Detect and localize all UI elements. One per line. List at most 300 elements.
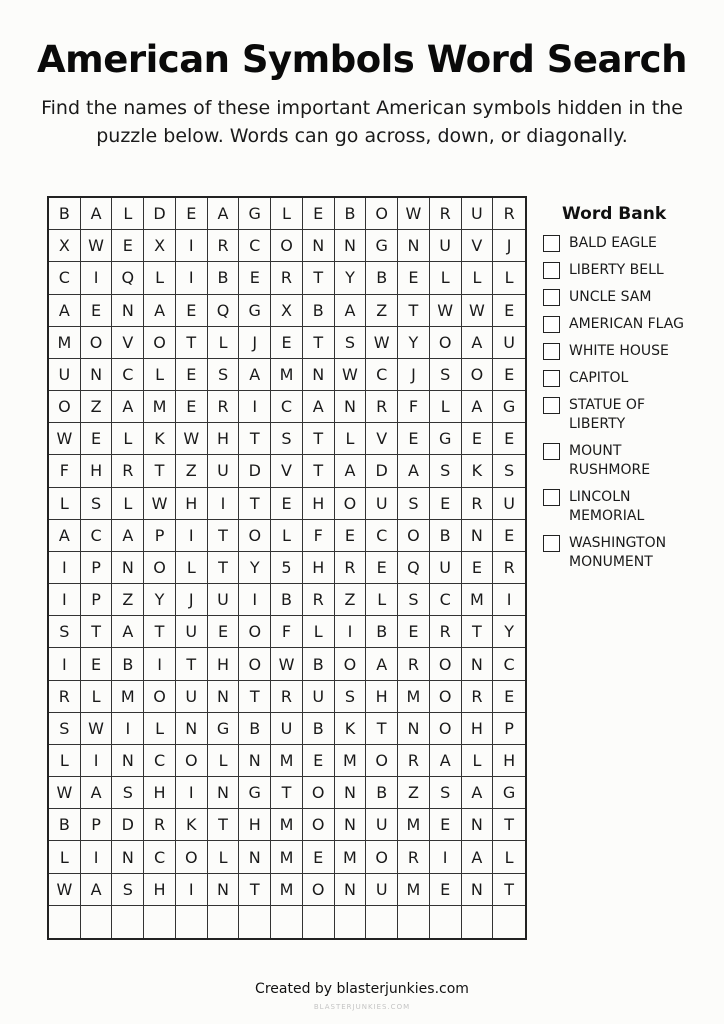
grid-cell: S bbox=[271, 423, 303, 455]
word-bank-item-uncle-sam bbox=[543, 288, 718, 307]
grid-cell: G bbox=[239, 198, 271, 230]
checkbox-american-flag[interactable] bbox=[543, 316, 560, 333]
grid-cell: A bbox=[462, 327, 494, 359]
grid-cell: O bbox=[176, 745, 208, 777]
checkbox-bald-eagle[interactable] bbox=[543, 235, 560, 252]
grid-cell: B bbox=[303, 295, 335, 327]
checkbox-capitol[interactable] bbox=[543, 370, 560, 387]
grid-cell: M bbox=[49, 327, 81, 359]
grid-cell: N bbox=[176, 713, 208, 745]
grid-cell: T bbox=[208, 809, 240, 841]
grid-cell: N bbox=[208, 681, 240, 713]
grid-cell: F bbox=[303, 520, 335, 552]
grid-cell: I bbox=[81, 745, 113, 777]
grid-cell: M bbox=[271, 745, 303, 777]
grid-cell: I bbox=[430, 841, 462, 873]
grid-cell: O bbox=[335, 648, 367, 680]
grid-cell: I bbox=[176, 230, 208, 262]
grid-cell: I bbox=[208, 488, 240, 520]
grid-cell: W bbox=[398, 198, 430, 230]
checkbox-statue-of-liberty[interactable] bbox=[543, 397, 560, 414]
instructions: Find the names of these important American symbols hidden in the puzzle below. Words can go across, down, or diagonally. bbox=[41, 97, 683, 147]
grid-cell: L bbox=[271, 198, 303, 230]
grid-cell: A bbox=[112, 616, 144, 648]
grid-cell: T bbox=[208, 520, 240, 552]
grid-cell: E bbox=[493, 520, 525, 552]
grid-cell: L bbox=[493, 841, 525, 873]
grid-cell: K bbox=[144, 423, 176, 455]
grid-cell: E bbox=[493, 423, 525, 455]
grid-cell: P bbox=[144, 520, 176, 552]
grid-cell: G bbox=[366, 230, 398, 262]
grid-cell: N bbox=[239, 745, 271, 777]
grid-cell: E bbox=[398, 616, 430, 648]
grid-cell: N bbox=[462, 809, 494, 841]
grid-cell: F bbox=[49, 455, 81, 487]
grid-cell: U bbox=[493, 488, 525, 520]
grid-cell: R bbox=[335, 552, 367, 584]
grid-cell: H bbox=[176, 488, 208, 520]
checkbox-lincoln-memorial[interactable] bbox=[543, 489, 560, 506]
grid-cell: E bbox=[176, 198, 208, 230]
grid-cell: R bbox=[144, 809, 176, 841]
grid-cell: L bbox=[49, 488, 81, 520]
word-bank-item-liberty-bell bbox=[543, 261, 718, 280]
page-title: American Symbols Word Search bbox=[37, 38, 687, 81]
grid-cell bbox=[430, 906, 462, 938]
grid-cell: L bbox=[462, 745, 494, 777]
grid-cell: I bbox=[239, 584, 271, 616]
grid-cell: R bbox=[430, 616, 462, 648]
grid-cell: A bbox=[81, 198, 113, 230]
grid-cell: I bbox=[49, 584, 81, 616]
grid-cell: M bbox=[271, 874, 303, 906]
grid-cell: H bbox=[239, 809, 271, 841]
grid-cell: W bbox=[49, 874, 81, 906]
grid-cell: O bbox=[239, 520, 271, 552]
grid-cell bbox=[144, 906, 176, 938]
grid-cell: B bbox=[239, 713, 271, 745]
grid-cell: J bbox=[493, 230, 525, 262]
word-bank-item-statue-of-liberty bbox=[543, 396, 718, 434]
grid-cell: L bbox=[112, 198, 144, 230]
grid-cell: P bbox=[493, 713, 525, 745]
grid-cell: R bbox=[398, 648, 430, 680]
grid-cell: L bbox=[430, 262, 462, 294]
grid-cell: L bbox=[208, 841, 240, 873]
grid-cell: I bbox=[335, 616, 367, 648]
grid-cell: L bbox=[208, 327, 240, 359]
grid-cell: E bbox=[81, 423, 113, 455]
grid-cell: P bbox=[81, 809, 113, 841]
grid-cell: G bbox=[493, 777, 525, 809]
checkbox-mount-rushmore[interactable] bbox=[543, 443, 560, 460]
grid-cell: N bbox=[398, 713, 430, 745]
grid-cell: E bbox=[493, 359, 525, 391]
grid-cell: R bbox=[112, 455, 144, 487]
grid-cell: N bbox=[208, 874, 240, 906]
grid-cell: M bbox=[462, 584, 494, 616]
grid-cell: O bbox=[430, 327, 462, 359]
grid-cell: A bbox=[398, 455, 430, 487]
grid-cell: A bbox=[208, 198, 240, 230]
grid-cell: R bbox=[462, 488, 494, 520]
grid-cell: A bbox=[81, 874, 113, 906]
word-bank-label: WHITE HOUSE bbox=[569, 343, 669, 359]
checkbox-washington-monument[interactable] bbox=[543, 535, 560, 552]
grid-cell: R bbox=[493, 198, 525, 230]
grid-cell: R bbox=[493, 552, 525, 584]
grid-cell: G bbox=[430, 423, 462, 455]
grid-cell bbox=[112, 906, 144, 938]
grid-cell: Y bbox=[239, 552, 271, 584]
grid-cell: U bbox=[208, 455, 240, 487]
grid-cell: W bbox=[81, 230, 113, 262]
grid-cell: O bbox=[49, 391, 81, 423]
grid-cell: R bbox=[208, 230, 240, 262]
grid-cell: B bbox=[366, 616, 398, 648]
grid-cell bbox=[176, 906, 208, 938]
grid-cell: H bbox=[303, 488, 335, 520]
grid-cell: I bbox=[176, 777, 208, 809]
grid-cell: O bbox=[239, 648, 271, 680]
grid-cell: U bbox=[430, 230, 462, 262]
grid-cell: J bbox=[176, 584, 208, 616]
grid-cell: L bbox=[49, 841, 81, 873]
grid-cell: N bbox=[335, 391, 367, 423]
grid-cell: C bbox=[49, 262, 81, 294]
checkbox-liberty-bell[interactable] bbox=[543, 262, 560, 279]
grid-cell: U bbox=[366, 874, 398, 906]
grid-cell: M bbox=[271, 809, 303, 841]
grid-cell: U bbox=[493, 327, 525, 359]
grid-cell: D bbox=[112, 809, 144, 841]
grid-cell: W bbox=[176, 423, 208, 455]
grid-cell: F bbox=[271, 616, 303, 648]
grid-cell: S bbox=[335, 681, 367, 713]
grid-cell: J bbox=[239, 327, 271, 359]
grid-cell: C bbox=[112, 359, 144, 391]
grid-cell: U bbox=[303, 681, 335, 713]
grid-cell: T bbox=[81, 616, 113, 648]
grid-cell: N bbox=[112, 745, 144, 777]
word-bank-item-capitol bbox=[543, 369, 718, 388]
grid-cell: A bbox=[366, 648, 398, 680]
grid-cell: T bbox=[176, 327, 208, 359]
grid-cell: M bbox=[144, 391, 176, 423]
word-bank-item-american-flag bbox=[543, 315, 718, 334]
grid-cell: O bbox=[144, 681, 176, 713]
grid-cell: E bbox=[335, 520, 367, 552]
grid-cell: G bbox=[208, 713, 240, 745]
grid-cell: E bbox=[208, 616, 240, 648]
grid-cell: D bbox=[144, 198, 176, 230]
grid-cell: L bbox=[144, 359, 176, 391]
grid-cell: E bbox=[366, 552, 398, 584]
grid-cell: L bbox=[271, 520, 303, 552]
grid-cell: X bbox=[271, 295, 303, 327]
grid-cell bbox=[208, 906, 240, 938]
grid-cell: G bbox=[493, 391, 525, 423]
grid-cell: H bbox=[144, 874, 176, 906]
word-bank-item-lincoln-memorial bbox=[543, 488, 718, 526]
word-bank-title: Word Bank bbox=[562, 204, 667, 224]
checkbox-white-house[interactable] bbox=[543, 343, 560, 360]
grid-cell: Q bbox=[112, 262, 144, 294]
grid-cell: A bbox=[49, 520, 81, 552]
grid-cell: O bbox=[176, 841, 208, 873]
grid-cell: T bbox=[493, 809, 525, 841]
grid-cell bbox=[398, 906, 430, 938]
grid-cell: H bbox=[303, 552, 335, 584]
grid-cell bbox=[239, 906, 271, 938]
grid-cell: B bbox=[112, 648, 144, 680]
grid-cell: T bbox=[144, 616, 176, 648]
grid-cell: Q bbox=[208, 295, 240, 327]
grid-cell: S bbox=[112, 777, 144, 809]
grid-cell: L bbox=[303, 616, 335, 648]
word-bank-label: AMERICAN FLAG bbox=[569, 316, 684, 332]
grid-cell bbox=[493, 906, 525, 938]
grid-cell: E bbox=[303, 198, 335, 230]
grid-cell: O bbox=[144, 552, 176, 584]
grid-cell: A bbox=[462, 841, 494, 873]
checkbox-uncle-sam[interactable] bbox=[543, 289, 560, 306]
grid-cell: R bbox=[271, 262, 303, 294]
grid-cell: C bbox=[144, 841, 176, 873]
grid-cell bbox=[366, 906, 398, 938]
word-bank-label: CAPITOL bbox=[569, 370, 629, 386]
grid-cell: E bbox=[430, 874, 462, 906]
grid-cell: E bbox=[462, 552, 494, 584]
grid-cell: S bbox=[430, 359, 462, 391]
grid-cell: N bbox=[335, 230, 367, 262]
grid-cell: Z bbox=[112, 584, 144, 616]
word-bank-item-mount-rushmore bbox=[543, 442, 718, 480]
grid-cell: E bbox=[462, 423, 494, 455]
grid-cell: D bbox=[366, 455, 398, 487]
grid-cell: E bbox=[430, 809, 462, 841]
grid-cell: R bbox=[303, 584, 335, 616]
grid-cell: W bbox=[49, 777, 81, 809]
grid-cell: A bbox=[112, 391, 144, 423]
grid-cell: A bbox=[462, 777, 494, 809]
grid-cell: T bbox=[462, 616, 494, 648]
grid-cell: B bbox=[208, 262, 240, 294]
grid-cell: U bbox=[462, 198, 494, 230]
grid-cell: H bbox=[81, 455, 113, 487]
grid-cell bbox=[335, 906, 367, 938]
grid-cell: O bbox=[239, 616, 271, 648]
grid-cell: M bbox=[335, 841, 367, 873]
grid-cell: T bbox=[208, 552, 240, 584]
word-bank-label: WASHINGTON MONUMENT bbox=[569, 535, 667, 570]
grid-cell bbox=[303, 906, 335, 938]
grid-cell: T bbox=[239, 423, 271, 455]
grid-cell: H bbox=[208, 648, 240, 680]
grid-cell: O bbox=[430, 648, 462, 680]
grid-cell: Z bbox=[366, 295, 398, 327]
grid-cell: H bbox=[208, 423, 240, 455]
grid-cell: M bbox=[398, 809, 430, 841]
grid-cell: E bbox=[112, 230, 144, 262]
grid-cell: L bbox=[81, 681, 113, 713]
grid-cell: C bbox=[366, 520, 398, 552]
grid-cell: Z bbox=[398, 777, 430, 809]
grid-cell: U bbox=[176, 616, 208, 648]
grid-cell: I bbox=[81, 841, 113, 873]
grid-cell: C bbox=[239, 230, 271, 262]
grid-cell: N bbox=[112, 841, 144, 873]
grid-cell: E bbox=[176, 295, 208, 327]
grid-cell: K bbox=[462, 455, 494, 487]
grid-cell: W bbox=[49, 423, 81, 455]
grid-cell: F bbox=[398, 391, 430, 423]
grid-cell: V bbox=[112, 327, 144, 359]
grid-cell: U bbox=[208, 584, 240, 616]
grid-cell: I bbox=[144, 648, 176, 680]
grid-cell: I bbox=[493, 584, 525, 616]
grid-cell: B bbox=[303, 713, 335, 745]
grid-cell: B bbox=[335, 198, 367, 230]
grid-cell: H bbox=[144, 777, 176, 809]
grid-cell: I bbox=[49, 648, 81, 680]
grid-cell: E bbox=[81, 648, 113, 680]
grid-cell: O bbox=[366, 198, 398, 230]
grid-cell: E bbox=[81, 295, 113, 327]
grid-cell: L bbox=[112, 423, 144, 455]
grid-cell: H bbox=[366, 681, 398, 713]
grid-cell: U bbox=[271, 713, 303, 745]
grid-cell: E bbox=[398, 262, 430, 294]
grid-cell: S bbox=[49, 713, 81, 745]
grid-cell: B bbox=[366, 262, 398, 294]
grid-cell: A bbox=[335, 455, 367, 487]
word-bank-item-white-house bbox=[543, 342, 718, 361]
grid-cell: P bbox=[81, 552, 113, 584]
grid-cell: N bbox=[112, 552, 144, 584]
grid-cell: R bbox=[398, 841, 430, 873]
grid-cell: S bbox=[335, 327, 367, 359]
grid-cell: R bbox=[208, 391, 240, 423]
grid-cell bbox=[462, 906, 494, 938]
grid-cell: O bbox=[81, 327, 113, 359]
grid-cell: A bbox=[462, 391, 494, 423]
grid-cell: U bbox=[366, 809, 398, 841]
grid-cell: C bbox=[493, 648, 525, 680]
grid-cell: 5 bbox=[271, 552, 303, 584]
grid-cell: K bbox=[176, 809, 208, 841]
grid-cell: N bbox=[303, 230, 335, 262]
grid-cell: Z bbox=[81, 391, 113, 423]
grid-cell: E bbox=[493, 295, 525, 327]
grid-cell: T bbox=[493, 874, 525, 906]
grid-cell: E bbox=[271, 327, 303, 359]
grid-cell: G bbox=[239, 777, 271, 809]
grid-cell: N bbox=[335, 809, 367, 841]
grid-cell: U bbox=[176, 681, 208, 713]
grid-cell: E bbox=[176, 359, 208, 391]
grid-cell: C bbox=[81, 520, 113, 552]
grid-cell: B bbox=[49, 198, 81, 230]
grid-cell: E bbox=[271, 488, 303, 520]
grid-cell: T bbox=[144, 455, 176, 487]
grid-cell: E bbox=[239, 262, 271, 294]
word-bank bbox=[543, 204, 718, 580]
grid-cell: D bbox=[239, 455, 271, 487]
grid-cell: E bbox=[430, 488, 462, 520]
grid-cell: R bbox=[462, 681, 494, 713]
grid-cell bbox=[49, 906, 81, 938]
grid-cell: U bbox=[366, 488, 398, 520]
grid-cell: C bbox=[271, 391, 303, 423]
grid-cell: B bbox=[271, 584, 303, 616]
grid-cell: A bbox=[112, 520, 144, 552]
grid-cell: N bbox=[239, 841, 271, 873]
grid-cell: L bbox=[208, 745, 240, 777]
grid-cell: I bbox=[81, 262, 113, 294]
word-bank-label: UNCLE SAM bbox=[569, 289, 652, 305]
grid-cell: N bbox=[335, 777, 367, 809]
grid-cell: I bbox=[112, 713, 144, 745]
grid-cell: C bbox=[366, 359, 398, 391]
grid-cell: L bbox=[366, 584, 398, 616]
grid-cell: C bbox=[430, 584, 462, 616]
grid-cell: L bbox=[335, 423, 367, 455]
grid-cell: N bbox=[112, 295, 144, 327]
grid-cell: W bbox=[271, 648, 303, 680]
grid-cell: Y bbox=[335, 262, 367, 294]
grid-cell: R bbox=[398, 745, 430, 777]
grid-cell: W bbox=[462, 295, 494, 327]
grid-cell: M bbox=[271, 841, 303, 873]
grid-cell: N bbox=[462, 648, 494, 680]
grid-cell: T bbox=[303, 423, 335, 455]
grid-cell: M bbox=[398, 874, 430, 906]
grid-cell: L bbox=[462, 262, 494, 294]
grid-cell: O bbox=[303, 874, 335, 906]
grid-cell: V bbox=[271, 455, 303, 487]
grid-cell: A bbox=[430, 745, 462, 777]
grid-cell: O bbox=[430, 681, 462, 713]
grid-cell: Y bbox=[398, 327, 430, 359]
grid-cell: T bbox=[398, 295, 430, 327]
grid-cell: N bbox=[462, 520, 494, 552]
grid-cell: W bbox=[81, 713, 113, 745]
grid-cell: I bbox=[239, 391, 271, 423]
grid-cell: A bbox=[335, 295, 367, 327]
grid-cell: I bbox=[176, 520, 208, 552]
grid-cell: R bbox=[271, 681, 303, 713]
grid-cell: Q bbox=[398, 552, 430, 584]
grid-cell: T bbox=[303, 455, 335, 487]
grid-cell: L bbox=[144, 713, 176, 745]
grid-cell: O bbox=[398, 520, 430, 552]
grid-cell: Y bbox=[493, 616, 525, 648]
grid-cell: C bbox=[144, 745, 176, 777]
grid-cell: S bbox=[430, 455, 462, 487]
grid-cell: T bbox=[239, 681, 271, 713]
grid-cell: M bbox=[335, 745, 367, 777]
grid-cell: E bbox=[398, 423, 430, 455]
grid-cell: W bbox=[335, 359, 367, 391]
grid-cell: L bbox=[430, 391, 462, 423]
word-bank-item-bald-eagle bbox=[543, 234, 718, 253]
grid-cell: S bbox=[398, 488, 430, 520]
grid-cell: U bbox=[49, 359, 81, 391]
grid-cell: T bbox=[303, 262, 335, 294]
grid-cell: B bbox=[366, 777, 398, 809]
